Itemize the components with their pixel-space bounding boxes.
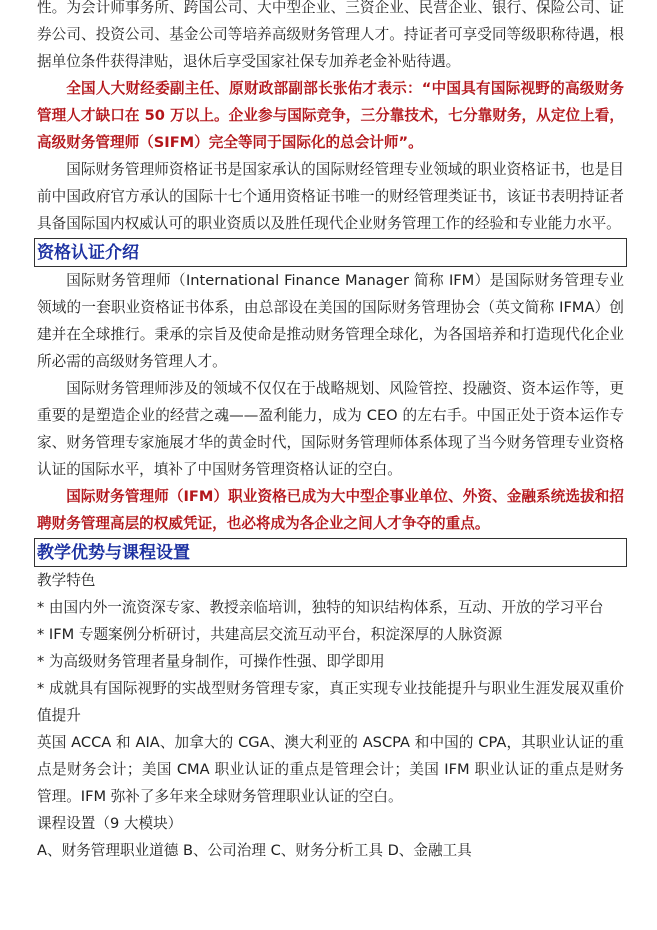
paragraph-quote: 全国人大财经委副主任、原财政部副部长张佑才表示：“中国具有国际视野的高级财务管理人才缺口在 50 万以上。企业参与国际竞争，三分靠技术，七分靠财务，从定位上看，高级财务管理师（SIFM）完全等同于国际化的总会计师”。 [37,80,624,151]
paragraph-certificate: 国际财务管理师资格证书是国家承认的国际财经管理专业领域的职业资格证书，也是目前中国政府官方承认的国际十七个通用资格证书唯一的财经管理类证书，该证书表明持证者具备国际国内权威认可的职业资质以及胜任现代企业财务管理工作的经验和专业能力水平。 [37,161,624,232]
list-item: * 成就具有国际视野的实战型财务管理专家，真正实现专业技能提升与职业生涯发展双重价值提升 [37,680,624,724]
list-item: * IFM 专题案例分析研讨，共建高层交流互动平台，积淀深厚的人脉资源 [37,626,503,643]
paragraph-ifm-intro: 国际财务管理师（International Finance Manager 简称 IFM）是国际财务管理专业领域的一套职业资格证书体系，由总部设在美国的国际财务管理协会（英文简称 IFMA）创建并在全球推行。秉承的宗旨及使命是推动财务管理全球化，为各国培养和打造现代化企业所必需的高级财务管理人才。 [37,272,624,370]
section-heading-teaching: 教学优势与课程设置 [34,538,627,567]
list-item: * 为高级财务管理者量身制作，可操作性强、即学即用 [37,653,385,670]
paragraph-benefits: 性。为会计师事务所、跨国公司、大中型企业、三资企业、民营企业、银行、保险公司、证券公司、投资公司、基金公司等培养高级财务管理人才。持证者可享受同等级职称待遇，根据单位条件获得津贴，退休后享受国家社保专加养老金补贴待遇。 [37,0,624,70]
paragraph-comparison: 英国 ACCA 和 AIA、加拿大的 CGA、澳大利亚的 ASCPA 和中国的 CPA，其职业认证的重点是财务会计；美国 CMA 职业认证的重点是管理会计；美国 IFM 职业认证的重点是财务管理。IFM 弥补了多年来全球财务管理职业认证的空白。 [37,734,624,805]
paragraph-ifm-scope: 国际财务管理师涉及的领域不仅仅在于战略规划、风险管控、投融资、资本运作等，更重要的是塑造企业的经营之魂——盈利能力，成为 CEO 的左右手。中国正处于资本运作专家、财务管理专家施展才华的黄金时代，国际财务管理师体系体现了当今财务管理专业资格认证的国际水平，填补了中国财务管理资格认证的空白。 [37,380,624,478]
list-item: * 由国内外一流资深专家、教授亲临培训，独特的知识结构体系，互动、开放的学习平台 [37,599,604,616]
course-modules: A、财务管理职业道德 B、公司治理 C、财务分析工具 D、金融工具 [37,842,472,859]
paragraph-ifm-authority: 国际财务管理师（IFM）职业资格已成为大中型企事业单位、外资、金融系统选拔和招聘财务管理高层的权威凭证，也必将成为各企业之间人才争夺的重点。 [37,488,624,532]
teaching-subtitle: 教学特色 [37,572,96,589]
course-title: 课程设置（9 大模块） [37,815,183,832]
section-heading-certification: 资格认证介绍 [34,238,627,267]
